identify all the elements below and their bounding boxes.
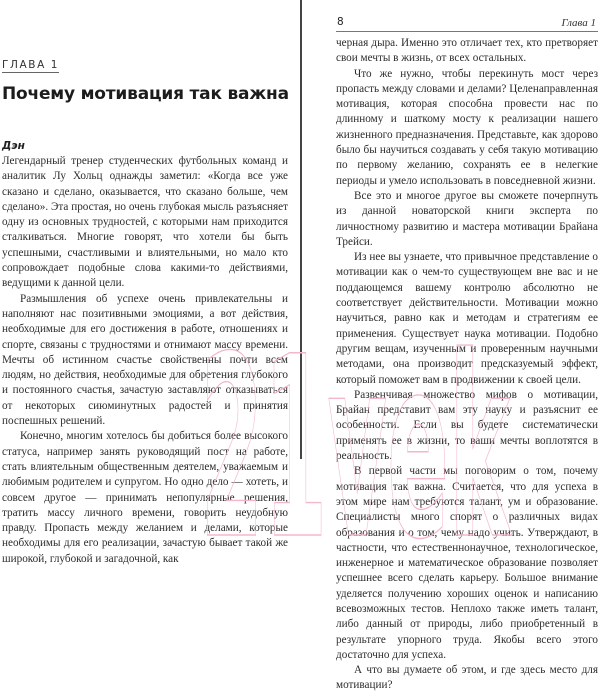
paragraph: Легендарный тренер студенческих футбольных команд и аналитик Лу Хольц однажды заметил: «Когда все уже сказано и сделано, оказывается, что сказано больше, чем сделано». Эта простая, но очень глубокая мысль разъясняет одну из основных трудностей, с которыми нам приходится сталкиваться. Многие говорят, что хотели бы быть успешными, счастливыми и влиятельными, но мало кто сопровождает подобные слова какими-то действиями, ведущими к данной цели.: [2, 155, 288, 290]
running-title: Глава 1: [561, 17, 596, 29]
watermark-text: 21vek: [200, 303, 513, 594]
page-number: 8: [337, 16, 344, 28]
paragraph: Развенчивая множество мифов о мотивации, Брайан представит вам эту науку и разъяснит ее особенности. Если вы будете систематически применять ее в жизни, то ваши мечты воплотятся в реальность.: [336, 388, 598, 463]
paragraph: Размышления об успехе очень привлекательны и наполняют нас позитивными эмоциями, а вот действия, необходимые для его достижения в работе, отношениях и спорте, связаны с трудностями и отнимают массу времени. Мечты об истинном счастье свойственны почти всем людям, но действия, необходимые для обретения глубокого и постоянного счастья, зачастую заставляют отказываться от некоторых сиюминутных радостей и принятия поспешных решений.: [2, 292, 288, 428]
running-header: [336, 15, 598, 32]
chapter-label: ГЛАВА 1: [2, 59, 60, 71]
paragraph: черная дыра. Именно это отличает тех, кто претворяет свои мечты в жизнь, от всех остальных.: [336, 37, 598, 65]
paragraph: Все это и многое другое вы сможете почерпнуть из данной новаторской книги эксперта по личностному развитию и мастера мотивации Брайана Трейси.: [336, 189, 598, 248]
chapter-title: Почему мотивация так важна: [2, 84, 289, 104]
right-page-body: [336, 36, 598, 694]
paragraph: Конечно, многим хотелось бы добиться более высокого статуса, например занять руководящий пост на работе, стать влиятельным общественным деятелем, уважаемым и любимым родителем и супругом. Но одно дело — хотеть, и совсем другое — принимать непопулярные решения, тратить массу личного времени, говорить неудобную правду. Пропасть между желанием и делами, которые необходимы для его реализации, зачастую бывает такой же широкой, глубокой и загадочной, как: [2, 430, 288, 565]
paragraph: А что вы думаете об этом, и где здесь место для мотивации?: [336, 664, 598, 692]
paragraph: В первой части мы поговорим о том, почему мотивация так важна. Считается, что для успеха в этом мире нам требуются талант, ум и образование. Специалисты много спорят о различных видах образования и о том, чему надо учить. Утверждают, в частности, что естественнонаучное, технологическое, инженерное и математическое образование позволяет успешнее всего сделать карьеру. Большое внимание уделяется получению хороших оценок и написанию всевозможных тестов. Неплохо также иметь талант, либо данный от природы, либо приобретенный в результате упорного труда. Якобы всего этого достаточно для успеха.: [336, 465, 598, 661]
author-name: Дэн: [2, 140, 25, 152]
paragraph: Из нее вы узнаете, что привычное представление о мотивации как о чем-то существующем вне вас и не поддающемся вашему контролю абсолютно не соответствует действительности. Мотивации можно научиться, равно как и методам и стратегиям ее применения. Существует наука мотивации. Подобно другим вещам, изученным и проверенным научными методами, она производит предсказуемый эффект, который поможет вам в продвижении к своей цели.: [336, 251, 598, 386]
paragraph: Что же нужно, чтобы перекинуть мост через пропасть между словами и делами? Целенаправленная мотивация, которая способна провести нас по длинному и шаткому мосту к реализации нашего жизненного предназначения. Представьте, как здорово было бы научиться создавать у себя такую мотивацию по первому желанию, сохранять ее в нелегкие периоды и умело использовать в повседневной жизни.: [336, 67, 598, 187]
